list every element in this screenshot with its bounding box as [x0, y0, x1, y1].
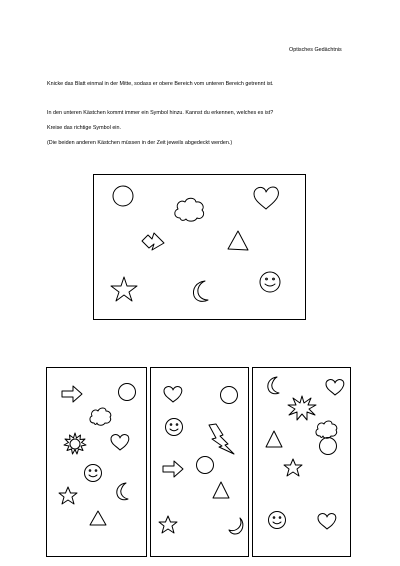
triangle-icon [226, 229, 250, 253]
smiley-icon [267, 510, 287, 530]
smiley-icon [83, 463, 103, 483]
triangle-icon [265, 430, 283, 448]
heart-icon [110, 433, 130, 451]
arrow-icon [140, 229, 166, 253]
arrow-icon [61, 385, 83, 403]
smiley-icon [258, 270, 282, 294]
instruction-line-2: Kreise das richtige Symbol ein. [47, 125, 122, 131]
smiley-icon [164, 417, 184, 437]
burst-icon [287, 395, 317, 421]
heart-icon [252, 185, 280, 211]
star-icon [283, 458, 303, 477]
instruction-line-1: In den unteren Kästchen kommt immer ein Symbol hinzu. Kannst du erkennen, welches es ist? [47, 110, 274, 116]
lightning-icon [207, 423, 235, 455]
instruction-line-3: (Die beiden anderen Kästchen müssen in der Zeit jeweils abgedeckt werden.) [47, 140, 233, 146]
arrow-icon [162, 460, 184, 478]
star-icon [58, 486, 78, 505]
moon-icon [226, 516, 244, 536]
circle-icon [111, 185, 135, 207]
circle-icon [219, 385, 239, 405]
circle-icon [318, 436, 338, 456]
sun-icon [63, 432, 87, 456]
cloud-icon [88, 405, 112, 427]
heart-icon [163, 385, 183, 403]
triangle-icon [212, 481, 230, 499]
moon-icon [188, 279, 212, 305]
moon-icon [113, 482, 129, 502]
circle-icon [117, 382, 137, 402]
instruction-fold: Knicke das Blatt einmal in der Mitte, sodass er obere Bereich vom unteren Bereich getrennt ist. [47, 81, 274, 87]
cloud-icon [172, 194, 206, 224]
star-icon [158, 515, 178, 534]
heart-icon [325, 378, 345, 396]
circle-icon [195, 455, 215, 475]
triangle-icon [89, 510, 107, 526]
star-icon [110, 276, 138, 302]
page-title: Optisches Gedächtnis [289, 47, 342, 53]
moon-icon [264, 376, 280, 396]
heart-icon [317, 512, 337, 530]
